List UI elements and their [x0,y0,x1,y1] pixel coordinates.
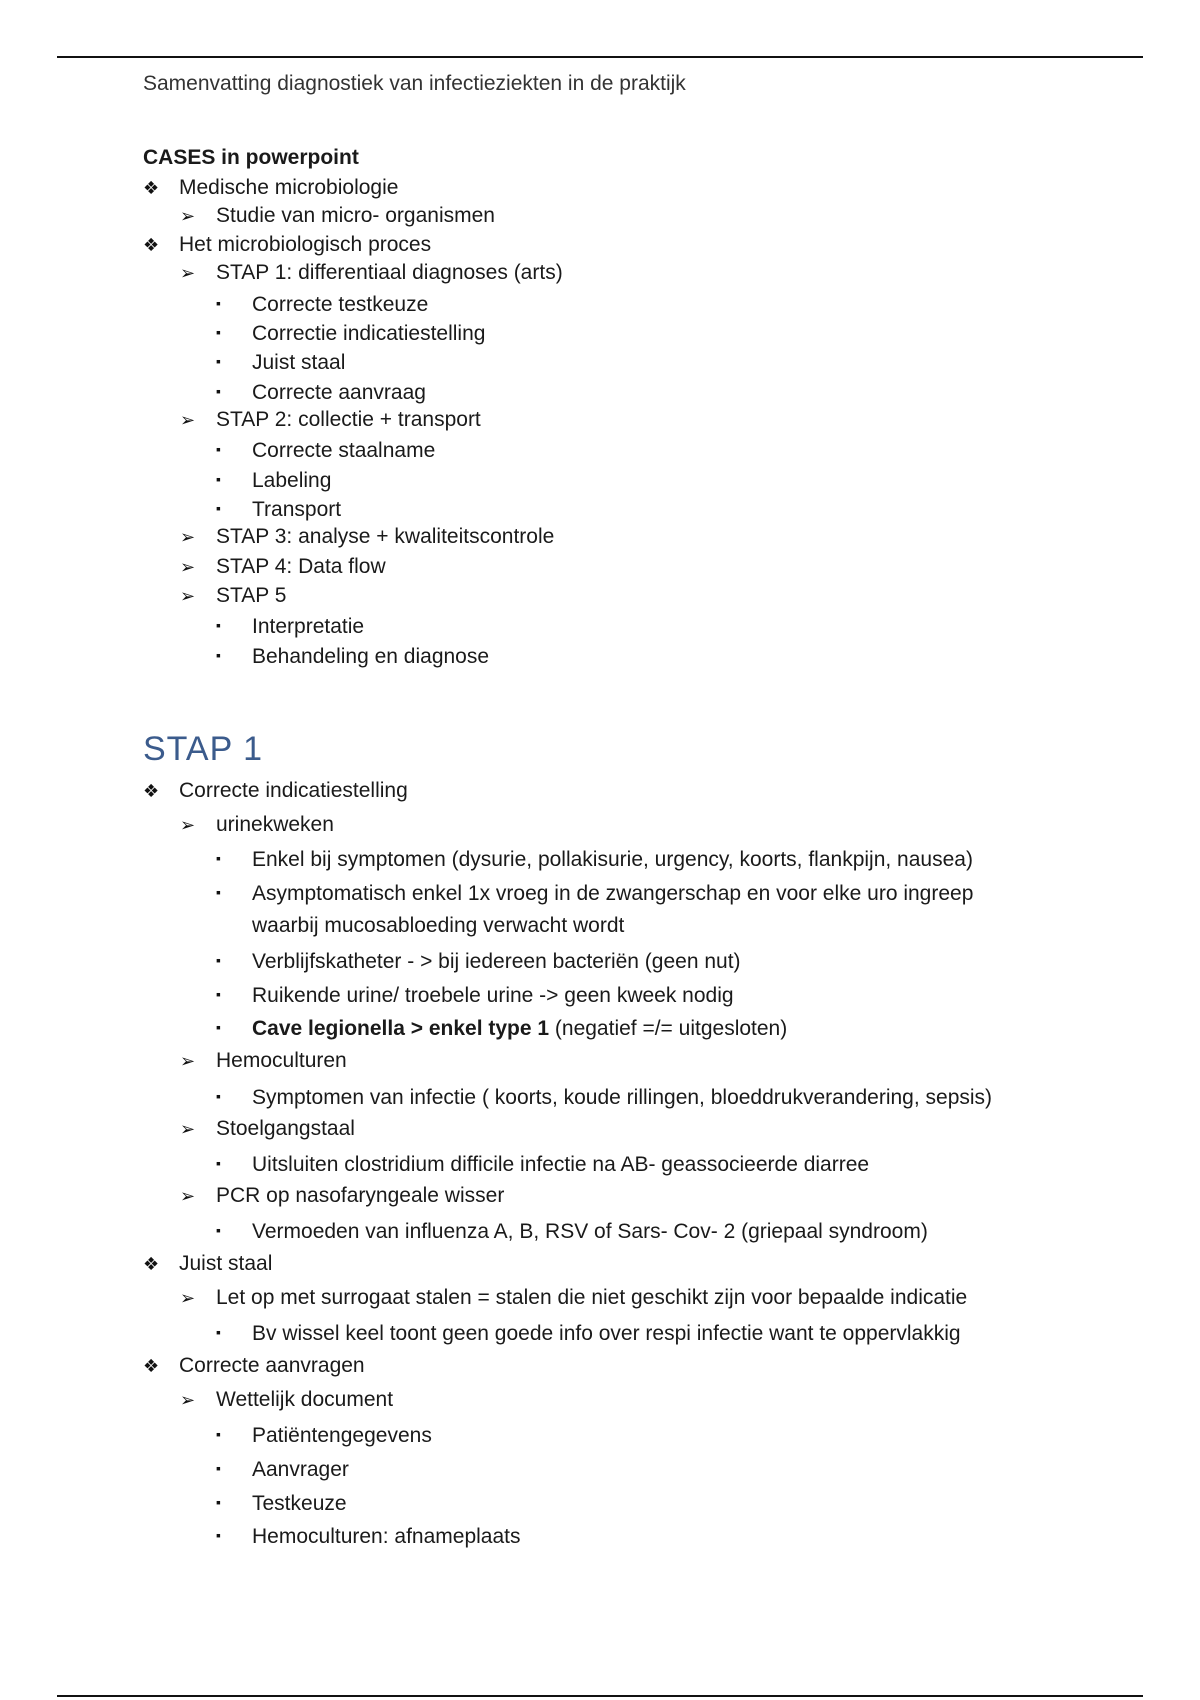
diamond-bullet-icon: ❖ [143,1356,160,1376]
square-bullet-icon: ▪ [216,617,221,633]
square-bullet-icon: ▪ [216,1460,221,1476]
list-item: ▪ Enkel bij symptomen (dysurie, pollakisurie, urgency, koorts, flankpijn, nausea) [216,844,973,874]
square-bullet-icon: ▪ [216,647,221,663]
diamond-bullet-icon: ❖ [143,781,160,801]
square-bullet-icon: ▪ [216,884,221,900]
list-item: ▪ Labeling [216,465,331,495]
list-item: ➢ STAP 3: analyse + kwaliteitscontrole [180,523,554,551]
list-item: ▪ Testkeuze [216,1488,347,1518]
list-item: ▪ Transport [216,494,341,524]
list-item: ❖ Het microbiologisch proces [143,231,431,259]
list-item: ▪ Juist staal [216,347,345,377]
square-bullet-icon: ▪ [216,1527,221,1543]
arrow-bullet-icon: ➢ [180,557,196,577]
square-bullet-icon: ▪ [216,1088,221,1104]
arrow-bullet-icon: ➢ [180,206,196,226]
square-bullet-icon: ▪ [216,295,221,311]
list-item: ➢ Hemoculturen [180,1047,347,1075]
square-bullet-icon: ▪ [216,500,221,516]
list-item: ❖ Correcte indicatiestelling [143,777,408,805]
list-item: ▪ Vermoeden van influenza A, B, RSV of Sars- Cov- 2 (griepaal syndroom) [216,1216,928,1246]
list-item: ▪ Symptomen van infectie ( koorts, koude rillingen, bloeddrukverandering, sepsis) [216,1082,992,1112]
list-item: ▪ Verblijfskatheter - > bij iedereen bacteriën (geen nut) [216,946,741,976]
list-item: ➢ urinekweken [180,811,334,839]
document-header: Samenvatting diagnostiek van infectieziekten in de praktijk [143,72,686,95]
square-bullet-icon: ▪ [216,383,221,399]
list-item: ➢ Wettelijk document [180,1386,393,1414]
list-item: ▪ Patiëntengegevens [216,1420,432,1450]
cases-heading: CASES in powerpoint [143,146,359,169]
bottom-rule [57,1695,1143,1697]
square-bullet-icon: ▪ [216,1494,221,1510]
arrow-bullet-icon: ➢ [180,1119,196,1139]
list-item: ➢ PCR op nasofaryngeale wisser [180,1182,504,1210]
square-bullet-icon: ▪ [216,353,221,369]
list-item-continuation: waarbij mucosabloeding verwacht wordt [252,914,625,937]
arrow-bullet-icon: ➢ [180,815,196,835]
list-item: ❖ Medische microbiologie [143,174,398,202]
arrow-bullet-icon: ➢ [180,1288,196,1308]
list-item: ▪ Aanvrager [216,1454,349,1484]
list-item: ▪ Hemoculturen: afnameplaats [216,1521,520,1551]
arrow-bullet-icon: ➢ [180,527,196,547]
diamond-bullet-icon: ❖ [143,235,160,255]
square-bullet-icon: ▪ [216,1426,221,1442]
list-item: ▪ Cave legionella > enkel type 1 (negatief =/= uitgesloten) [216,1013,787,1043]
list-item: ▪ Correcte testkeuze [216,289,428,319]
section-heading: STAP 1 [143,730,264,768]
list-item: ▪ Correcte aanvraag [216,377,426,407]
list-item: ▪ Bv wissel keel toont geen goede info over respi infectie want te oppervlakkig [216,1318,961,1348]
list-item: ▪ Correcte staalname [216,435,435,465]
arrow-bullet-icon: ➢ [180,1186,196,1206]
square-bullet-icon: ▪ [216,986,221,1002]
arrow-bullet-icon: ➢ [180,263,196,283]
list-item: ▪ Ruikende urine/ troebele urine -> geen kweek nodig [216,980,734,1010]
list-item: ➢ STAP 5 [180,582,286,610]
list-item: ❖ Juist staal [143,1250,272,1278]
list-item: ➢ Studie van micro- organismen [180,202,495,230]
square-bullet-icon: ▪ [216,441,221,457]
arrow-bullet-icon: ➢ [180,586,196,606]
arrow-bullet-icon: ➢ [180,410,196,430]
square-bullet-icon: ▪ [216,1324,221,1340]
list-item: ❖ Correcte aanvragen [143,1352,365,1380]
square-bullet-icon: ▪ [216,471,221,487]
list-item: ▪ Correctie indicatiestelling [216,318,485,348]
diamond-bullet-icon: ❖ [143,178,160,198]
square-bullet-icon: ▪ [216,1222,221,1238]
square-bullet-icon: ▪ [216,952,221,968]
diamond-bullet-icon: ❖ [143,1254,160,1274]
list-item: ▪ Asymptomatisch enkel 1x vroeg in de zwangerschap en voor elke uro ingreep [216,878,973,908]
square-bullet-icon: ▪ [216,324,221,340]
list-item: ➢ STAP 4: Data flow [180,553,386,581]
square-bullet-icon: ▪ [216,1019,221,1035]
list-item: ➢ STAP 2: collectie + transport [180,406,481,434]
top-rule [57,56,1143,58]
list-item: ▪ Behandeling en diagnose [216,641,489,671]
list-item: ▪ Interpretatie [216,611,364,641]
list-item: ➢ Stoelgangstaal [180,1115,355,1143]
list-item: ▪ Uitsluiten clostridium difficile infectie na AB- geassocieerde diarree [216,1149,869,1179]
square-bullet-icon: ▪ [216,850,221,866]
list-item: ➢ STAP 1: differentiaal diagnoses (arts) [180,259,563,287]
square-bullet-icon: ▪ [216,1155,221,1171]
arrow-bullet-icon: ➢ [180,1051,196,1071]
arrow-bullet-icon: ➢ [180,1390,196,1410]
list-item: ➢ Let op met surrogaat stalen = stalen die niet geschikt zijn voor bepaalde indicatie [180,1284,967,1312]
